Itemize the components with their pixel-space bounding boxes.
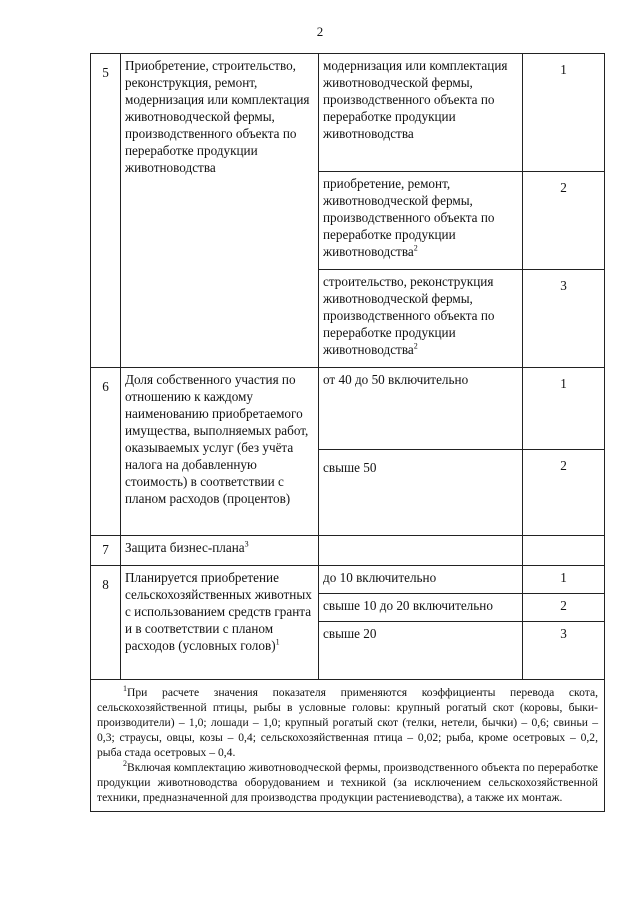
criteria-table <box>90 53 605 812</box>
condition-cell: приобретение, ремонт, животноводческой фермы, производственного объекта по переработке продукции животноводства$^2$ <box>319 172 523 270</box>
footnote-mark: 2 <box>413 243 418 253</box>
condition-cell: до 10 включительно <box>319 566 523 594</box>
score-cell: 1 <box>523 368 605 450</box>
condition-cell: свыше 50 <box>319 450 523 536</box>
table-row <box>91 566 605 594</box>
footnote: $^2$Включая комплектацию животноводческой фермы, производственного объекта по переработке продукции животноводства оборудованием и техникой (за исключением сельскохозяйственной техники, предназначенной для производства продукции растениеводства), а также их монтаж. <box>97 759 598 804</box>
table-row <box>91 54 605 172</box>
score-cell: 3 <box>523 622 605 680</box>
score-cell: 2 <box>523 594 605 622</box>
condition-cell <box>319 536 523 566</box>
row-number: 6 <box>91 368 121 536</box>
condition-cell: от 40 до 50 включительно <box>319 368 523 450</box>
criterion-name: Защита бизнес-плана$^3$ <box>121 536 319 566</box>
footnotes-row <box>91 680 605 812</box>
score-cell <box>523 536 605 566</box>
score-cell: 1 <box>523 566 605 594</box>
criterion-name: Планируется приобретение сельскохозяйственных животных с использованием средств гранта и в соответствии с планом расходов (условных голов)$^1$ <box>121 566 319 680</box>
table-row <box>91 536 605 566</box>
score-cell: 2 <box>523 450 605 536</box>
footnote: $^1$При расчете значения показателя применяются коэффициенты перевода скота, сельскохозяйственной птицы, рыбы в условные головы: крупный рогатый скот (коровы, быки-производители) – 1,0; лошади – 1,0; крупный рогатый скот (телки, нетели, бычки) – 0,6; свиньи – 0,3; страусы, овцы, козы – 0,4; сельскохозяйственная птица – 0,02; рыба, кроме осетровых – 0,2, рыба стада осетровых – 0,4. <box>97 684 598 759</box>
row-number: 7 <box>91 536 121 566</box>
footnote-mark: 2 <box>413 341 418 351</box>
condition-cell: строительство, реконструкция животноводческой фермы, производственного объекта по переработке продукции животноводства$^2$ <box>319 270 523 368</box>
footnotes <box>91 680 605 812</box>
footnote-mark: 3 <box>244 539 249 549</box>
score-cell: 3 <box>523 270 605 368</box>
score-cell: 1 <box>523 54 605 172</box>
score-cell: 2 <box>523 172 605 270</box>
criterion-name: Доля собственного участия по отношению к каждому наименованию приобретаемого имущества, выполняемых работ, оказываемых услуг (без учёта налога на добавленную стоимость) в соответствии с планом расходов (процентов) <box>121 368 319 536</box>
criterion-name: Приобретение, строительство, реконструкция, ремонт, модернизация или комплектация животноводческой фермы, производственного объекта по переработке продукции животноводства <box>121 54 319 368</box>
condition-cell: свыше 10 до 20 включительно <box>319 594 523 622</box>
page-number: 2 <box>316 24 324 39</box>
row-number: 5 <box>91 54 121 368</box>
table-row <box>91 368 605 450</box>
row-number: 8 <box>91 566 121 680</box>
condition-cell: свыше 20 <box>319 622 523 680</box>
footnote-mark: 1 <box>275 637 280 647</box>
condition-cell: модернизация или комплектация животноводческой фермы, производственного объекта по переработке продукции животноводства <box>319 54 523 172</box>
